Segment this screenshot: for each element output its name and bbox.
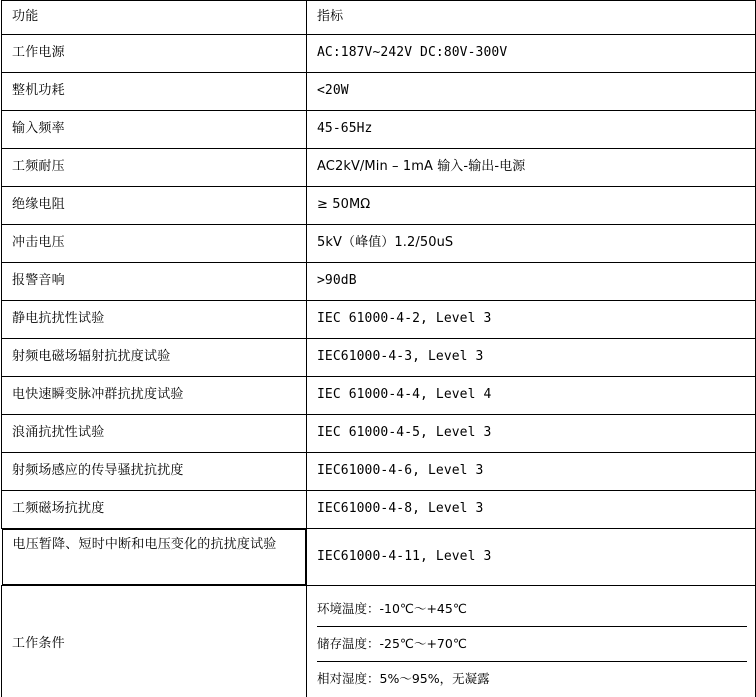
table-row bbox=[2, 415, 756, 453]
row-value: IEC61000-4-8, Level 3 bbox=[307, 491, 756, 529]
row-value: IEC61000-4-6, Level 3 bbox=[307, 453, 756, 491]
row-value: <20W bbox=[307, 73, 756, 111]
row-label: 整机功耗 bbox=[2, 73, 307, 111]
table-row bbox=[2, 339, 756, 377]
row-label: 工作条件 bbox=[2, 586, 307, 697]
row-label: 静电抗扰性试验 bbox=[2, 301, 307, 339]
table-row bbox=[2, 149, 756, 187]
table-row-working-conditions bbox=[2, 586, 756, 697]
row-label: 输入频率 bbox=[2, 111, 307, 149]
row-value: IEC61000-4-11, Level 3 bbox=[307, 529, 756, 586]
row-label: 工频磁场抗扰度 bbox=[2, 491, 307, 529]
row-label: 浪涌抗扰性试验 bbox=[2, 415, 307, 453]
row-label: 射频场感应的传导骚扰抗扰度 bbox=[2, 453, 307, 491]
table-header-row bbox=[2, 1, 756, 35]
row-label: 绝缘电阻 bbox=[2, 187, 307, 225]
column-header-function: 功能 bbox=[2, 1, 307, 35]
row-value: AC2kV/Min – 1mA 输入-输出-电源 bbox=[307, 149, 756, 187]
row-value: >90dB bbox=[307, 263, 756, 301]
row-label: 工作电源 bbox=[2, 35, 307, 73]
specification-table bbox=[1, 0, 756, 697]
row-value: AC:187V~242V DC:80V-300V bbox=[307, 35, 756, 73]
row-value: 5kV（峰值）1.2/50uS bbox=[307, 225, 756, 263]
table-row bbox=[2, 35, 756, 73]
table-row bbox=[2, 453, 756, 491]
row-label: 电快速瞬变脉冲群抗扰度试验 bbox=[2, 377, 307, 415]
table-row bbox=[2, 73, 756, 111]
table-row bbox=[2, 377, 756, 415]
table-row bbox=[2, 529, 756, 586]
row-label: 电压暂降、短时中断和电压变化的抗扰度试验 bbox=[2, 529, 307, 585]
row-label: 冲击电压 bbox=[2, 225, 307, 263]
table-row bbox=[2, 225, 756, 263]
row-value: ≥ 50MΩ bbox=[307, 187, 756, 225]
row-label: 报警音响 bbox=[2, 263, 307, 301]
row-label: 工频耐压 bbox=[2, 149, 307, 187]
table-row bbox=[2, 263, 756, 301]
row-value: IEC 61000-4-4, Level 4 bbox=[307, 377, 756, 415]
condition-relative-humidity: 相对湿度：5%～95%，无凝露 bbox=[317, 661, 747, 696]
table-row bbox=[2, 301, 756, 339]
table-row bbox=[2, 491, 756, 529]
table-row bbox=[2, 111, 756, 149]
condition-ambient-temperature: 环境温度：-10℃～+45℃ bbox=[317, 601, 467, 616]
row-value: IEC61000-4-3, Level 3 bbox=[307, 339, 756, 377]
row-label: 射频电磁场辐射抗扰度试验 bbox=[2, 339, 307, 377]
condition-storage-temperature: 储存温度：-25℃～+70℃ bbox=[317, 626, 747, 661]
row-value: IEC 61000-4-2, Level 3 bbox=[307, 301, 756, 339]
row-value: IEC 61000-4-5, Level 3 bbox=[307, 415, 756, 453]
working-conditions-cell bbox=[307, 586, 756, 697]
row-value: 45-65Hz bbox=[307, 111, 756, 149]
column-header-spec: 指标 bbox=[307, 1, 756, 35]
table-row bbox=[2, 187, 756, 225]
working-conditions-list bbox=[317, 592, 747, 696]
